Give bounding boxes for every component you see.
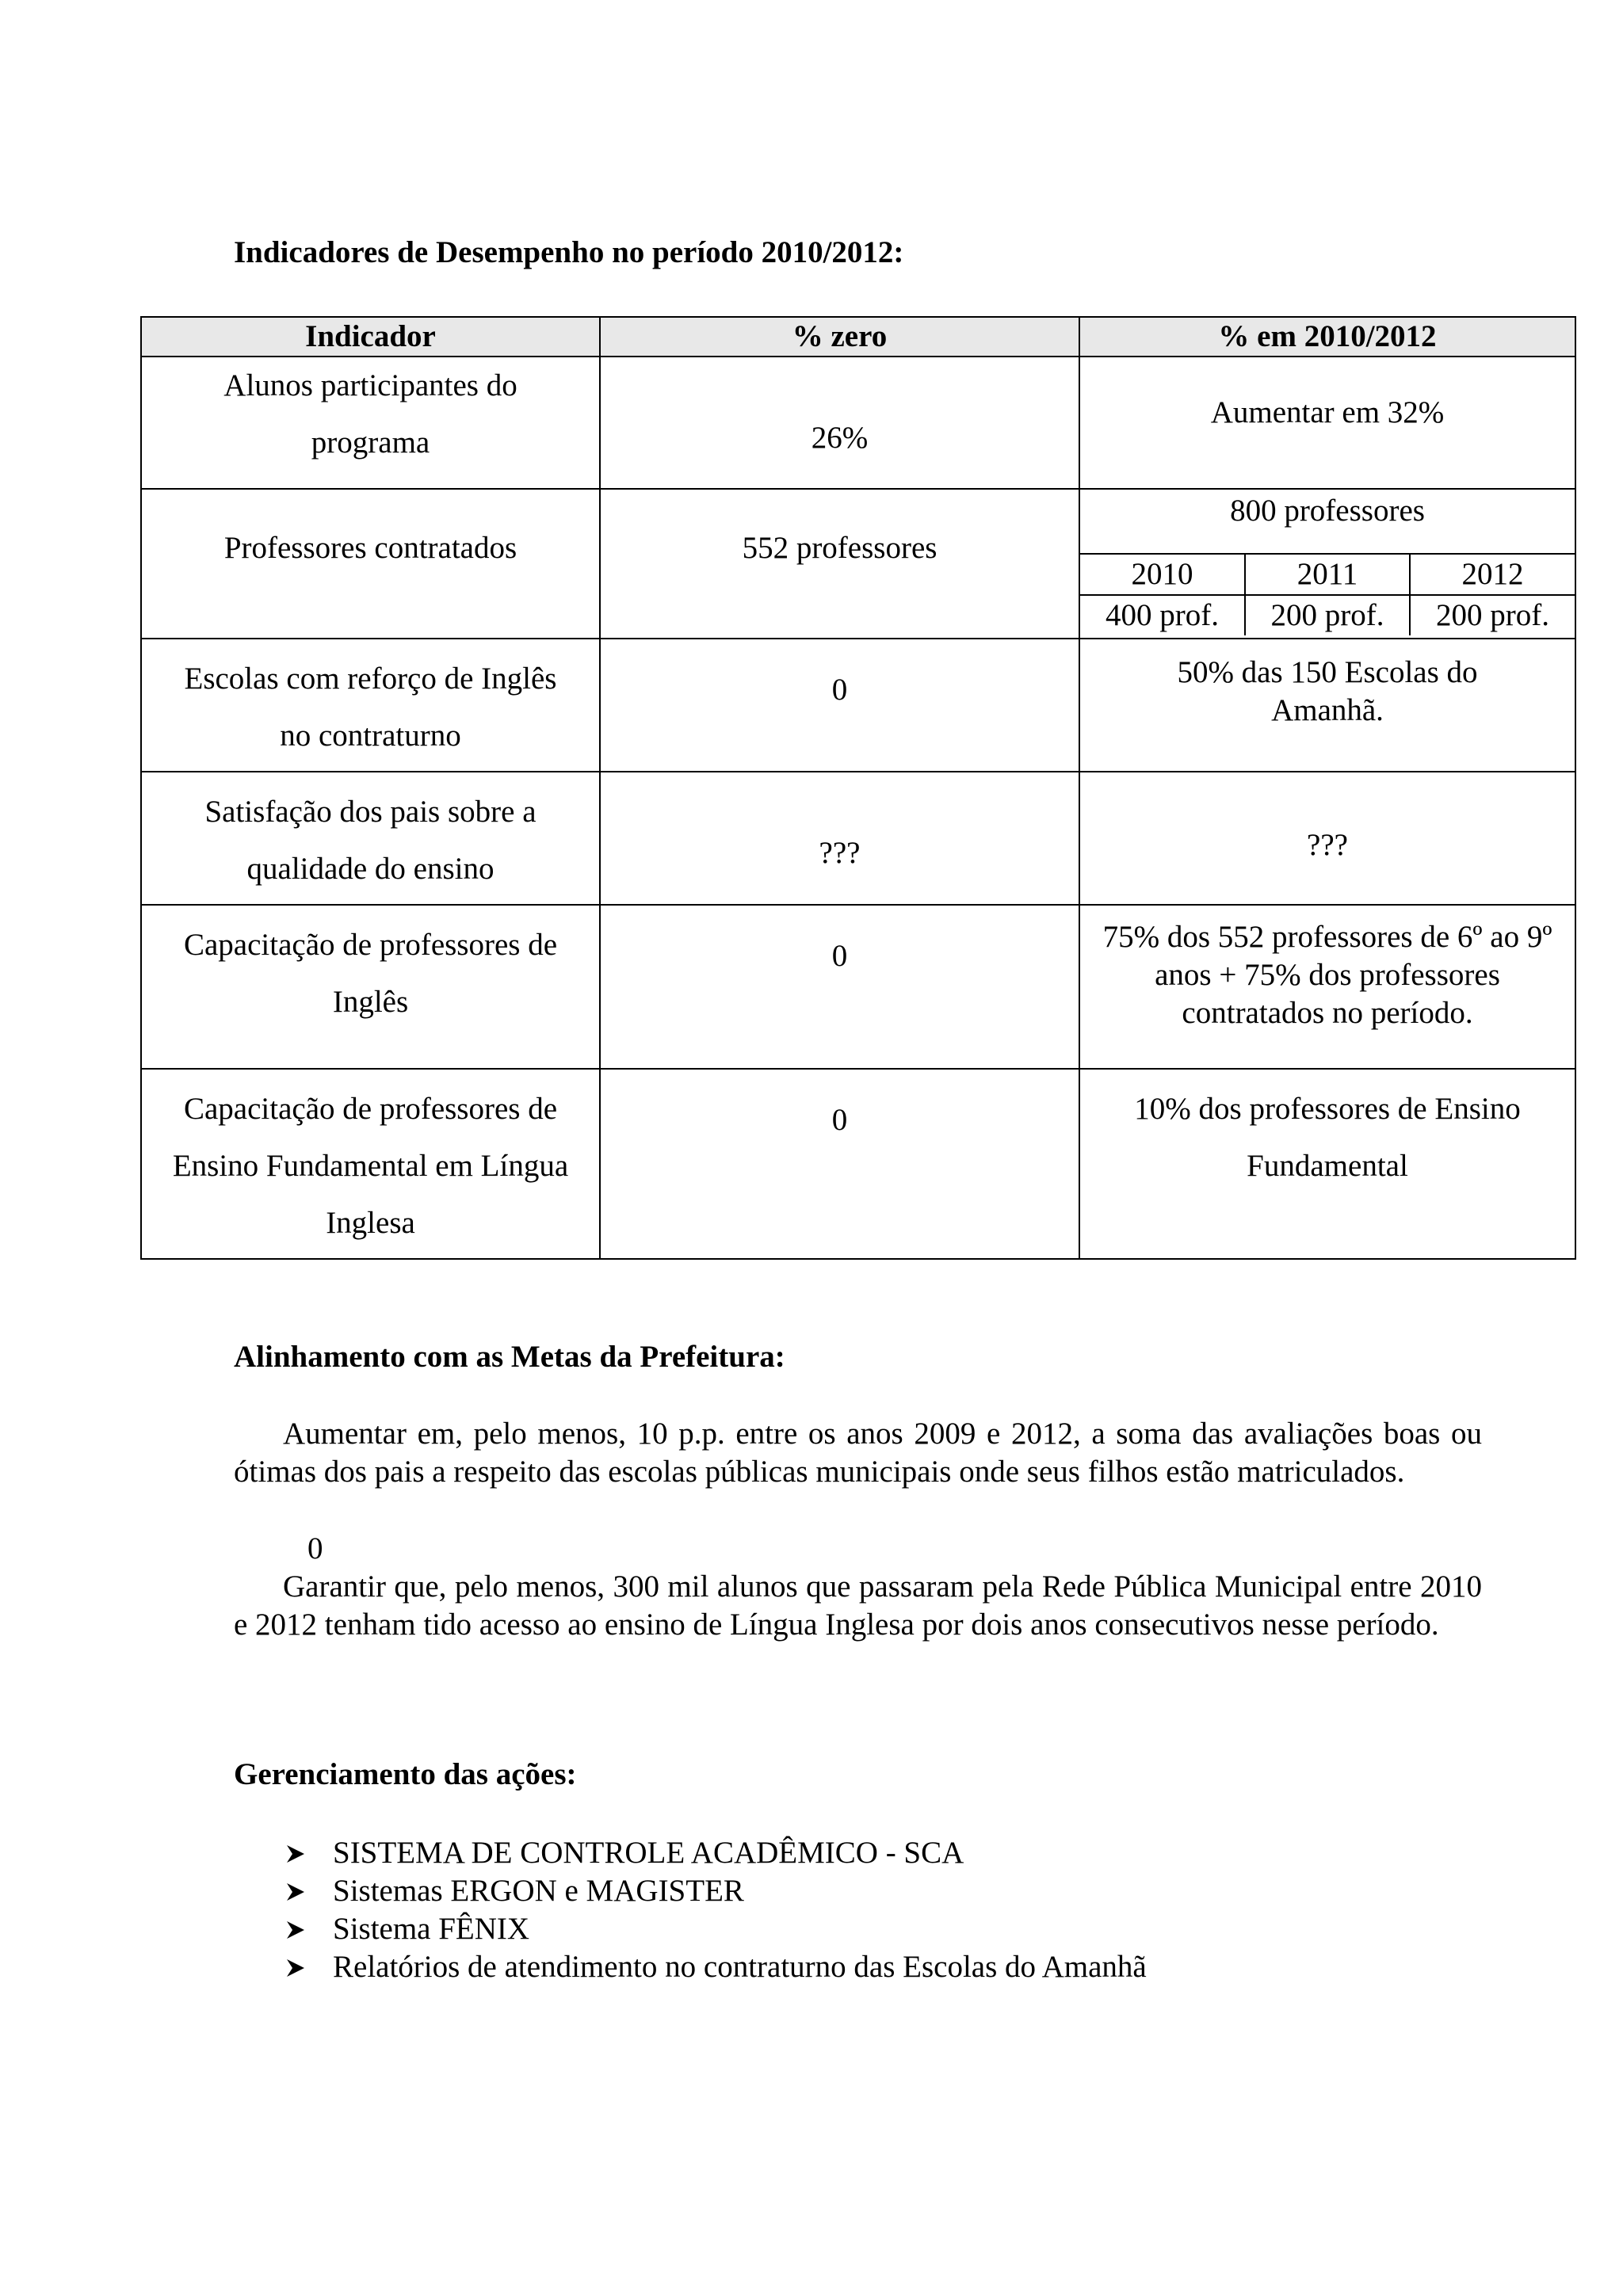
goal-paragraph-2 <box>234 1568 1482 1644</box>
year-2012: 2012 <box>1410 554 1575 595</box>
table-row <box>141 639 1575 772</box>
table-row <box>141 772 1575 905</box>
list-item-text: Sistemas ERGON e MAGISTER <box>333 1874 744 1908</box>
indicator-cell <box>141 357 600 489</box>
list-item <box>285 1948 1147 1986</box>
indicators-table <box>140 316 1576 1260</box>
zero-line: 0 <box>307 1531 323 1566</box>
year-row <box>1080 554 1575 595</box>
zero-cell: 26% <box>600 357 1079 489</box>
goal-total: 800 professores <box>1230 494 1425 528</box>
section-heading-gerenciamento: Gerenciamento das ações: <box>234 1757 577 1791</box>
goal-cell <box>1079 489 1575 639</box>
year-value-2011: 200 prof. <box>1245 595 1410 635</box>
arrowhead-bullet-icon <box>285 1948 333 1986</box>
year-value-row <box>1080 595 1575 635</box>
list-item <box>285 1834 1147 1872</box>
goal-cell: ??? <box>1079 772 1575 905</box>
goal-cell: Aumentar em 32% <box>1079 357 1575 489</box>
zero-cell: 552 professores <box>600 489 1079 639</box>
zero-cell: ??? <box>600 772 1079 905</box>
indicator-cell: Capacitação de professores de Ensino Fundamental em Língua Inglesa <box>141 1069 600 1259</box>
systems-list <box>285 1834 1147 1986</box>
indicator-cell: Professores contratados <box>141 489 600 639</box>
arrowhead-bullet-icon <box>285 1910 333 1948</box>
goal-cell: 50% das 150 Escolas do Amanhã. <box>1079 639 1575 772</box>
zero-cell: 0 <box>600 905 1079 1069</box>
year-breakdown-table <box>1080 553 1575 635</box>
list-item <box>285 1910 1147 1948</box>
indicator-cell: Escolas com reforço de Inglês no contraturno <box>141 639 600 772</box>
list-item-text: SISTEMA DE CONTROLE ACADÊMICO - SCA <box>333 1836 964 1870</box>
zero-cell: 0 <box>600 639 1079 772</box>
year-2010: 2010 <box>1080 554 1245 595</box>
goal-cell: 10% dos professores de Ensino Fundamental <box>1079 1069 1575 1259</box>
arrowhead-bullet-icon <box>285 1872 333 1910</box>
section-heading-indicadores: Indicadores de Desempenho no período 2010/2012: <box>234 235 904 269</box>
indicator-cell: Capacitação de professores de Inglês <box>141 905 600 1069</box>
year-value-2010: 400 prof. <box>1080 595 1245 635</box>
header-zero: % zero <box>600 317 1079 357</box>
section-heading-alinhamento: Alinhamento com as Metas da Prefeitura: <box>234 1340 785 1374</box>
table-row <box>141 1069 1575 1259</box>
table-header-row <box>141 317 1575 357</box>
list-item-text: Sistema FÊNIX <box>333 1912 530 1946</box>
list-item <box>285 1872 1147 1910</box>
zero-cell: 0 <box>600 1069 1079 1259</box>
goal-paragraph-2-text: Garantir que, pelo menos, 300 mil alunos que passaram pela Rede Pública Municipal entre 2010 e 2012 tenham tido acesso ao ensino de Língua Inglesa por dois anos consecutivos nesse período. <box>234 1569 1482 1642</box>
table-row <box>141 489 1575 639</box>
table-row <box>141 905 1575 1069</box>
arrowhead-bullet-icon <box>285 1834 333 1872</box>
header-indicador: Indicador <box>141 317 600 357</box>
goal-paragraph-1-text: Aumentar em, pelo menos, 10 p.p. entre os anos 2009 e 2012, a soma das avaliações boas ou ótimas dos pais a respeito das escolas públicas municipais onde seus filhos estão matriculados. <box>234 1417 1482 1489</box>
goal-cell: 75% dos 552 professores de 6º ao 9º anos + 75% dos professores contratados no período. <box>1079 905 1575 1069</box>
table-row <box>141 357 1575 489</box>
indicator-cell: Satisfação dos pais sobre a qualidade do ensino <box>141 772 600 905</box>
goal-paragraph-1 <box>234 1415 1482 1491</box>
list-item-text: Relatórios de atendimento no contraturno das Escolas do Amanhã <box>333 1950 1147 1984</box>
indicator-text: Alunos participantes do programa <box>223 368 517 460</box>
header-goal: % em 2010/2012 <box>1079 317 1575 357</box>
year-2011: 2011 <box>1245 554 1410 595</box>
year-value-2012: 200 prof. <box>1410 595 1575 635</box>
